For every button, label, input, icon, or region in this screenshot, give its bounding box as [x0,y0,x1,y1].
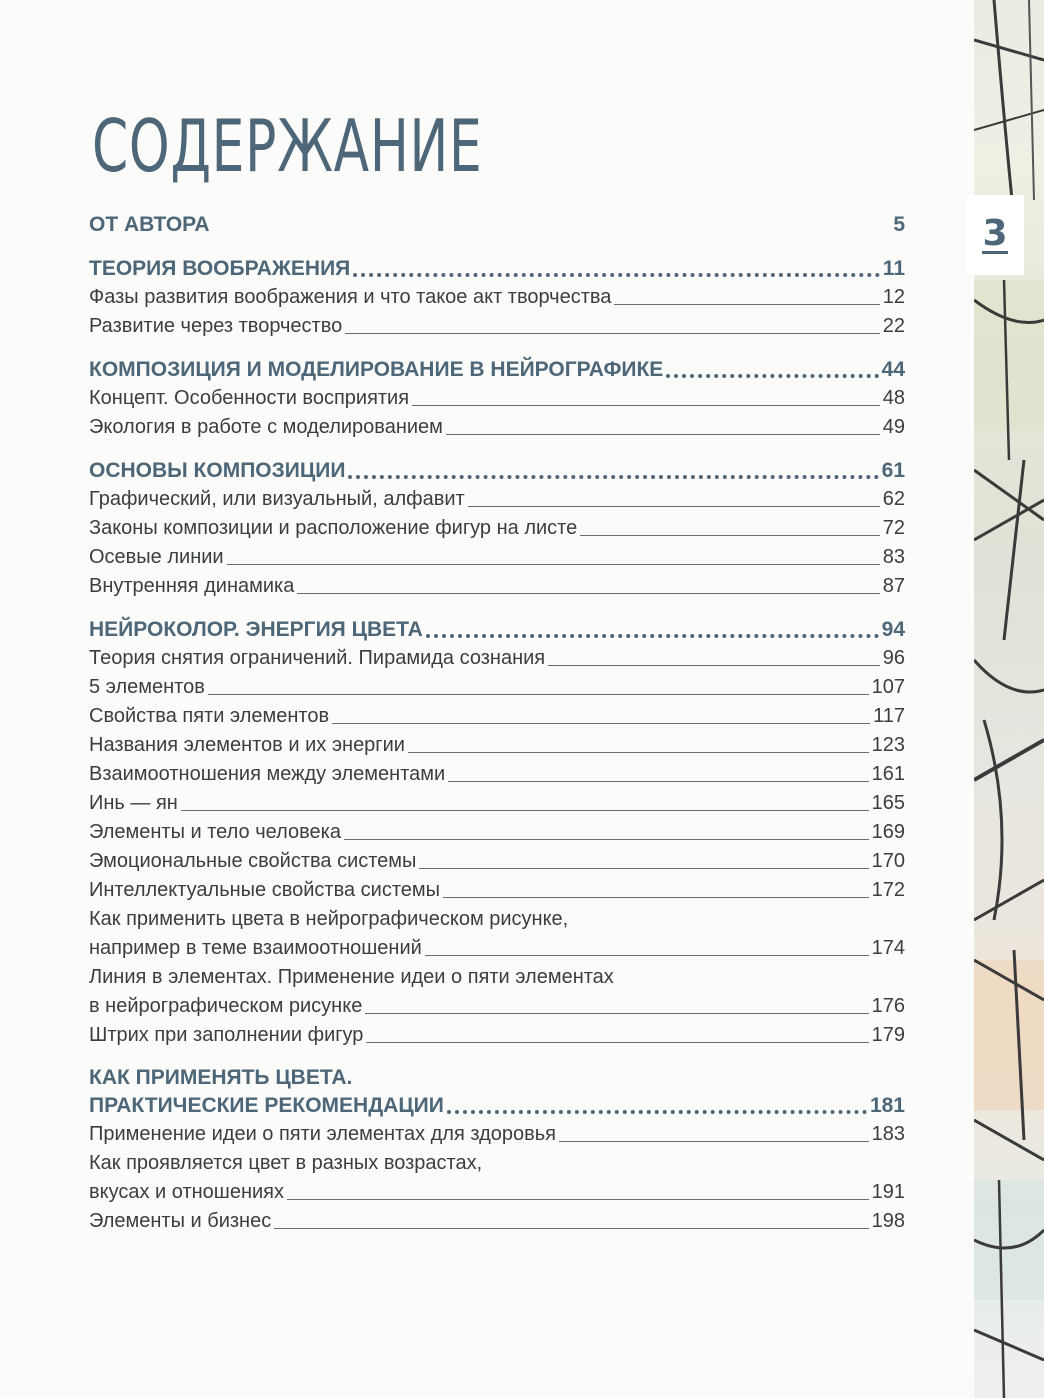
toc-page-number: 72 [882,517,905,539]
toc-item-title: Эмоциональные свойства системы [89,850,417,872]
toc-section-author [89,212,905,238]
page-title: СОДЕРЖАНИЕ [92,104,483,188]
toc-item-title: Элементы и бизнес [89,1210,272,1232]
dot-leader [446,434,880,435]
toc-item [89,543,905,572]
dot-leader [332,723,870,724]
toc-item-title: Фазы развития воображения и что такое акт творчества [89,286,612,308]
toc-item-title: в нейрографическом рисунке [89,995,363,1017]
toc-section-title: КОМПОЗИЦИЯ И МОДЕЛИРОВАНИЕ В НЕЙРОГРАФИКЕ [89,358,664,381]
toc-item [89,1021,905,1050]
toc-item-title: 5 элементов [89,676,205,698]
toc-item-title: Теория снятия ограничений. Пирамида сознания [89,647,546,669]
toc-page-number: 87 [882,575,905,597]
toc-page-number: 165 [871,792,905,814]
toc-page-number: 191 [871,1181,905,1203]
toc-page-number: 181 [869,1094,905,1117]
toc-item-title: например в теме взаимоотношений [89,937,422,959]
dot-leader [208,694,869,695]
dot-leader [580,535,880,536]
toc-item-title: Законы композиции и расположение фигур на листе [89,517,578,539]
toc-item [89,992,905,1021]
toc-page-number: 49 [882,416,905,438]
toc-page-number: 174 [871,937,905,959]
toc-page-number: 5 [893,213,905,236]
toc-item [89,702,905,731]
toc-item [89,485,905,514]
toc-item [89,283,905,312]
toc-section-title: ОСНОВЫ КОМПОЗИЦИИ [89,459,346,482]
toc-page-number: 107 [871,676,905,698]
dot-leader [345,333,880,334]
dot-leader [614,304,879,305]
toc-item [89,731,905,760]
toc-page-number: 169 [871,821,905,843]
toc-item [89,572,905,601]
dot-leader [666,374,878,378]
dot-leader [419,868,868,869]
toc-page-number: 123 [871,734,905,756]
toc-item [89,760,905,789]
toc-item [89,384,905,413]
toc-section-title: ОТ АВТОРА [89,213,210,236]
dot-leader [366,1042,868,1043]
dot-leader [353,273,880,277]
toc-section-title: НЕЙРОКОЛОР. ЭНЕРГИЯ ЦВЕТА [89,618,423,641]
dot-leader [287,1199,869,1200]
dot-leader [365,1013,868,1014]
toc-page-number: 62 [882,488,905,510]
toc-item-first-line: Как проявляется цвет в разных возрастах, [89,1152,483,1174]
dot-leader [468,506,880,507]
toc-item [89,413,905,442]
toc-item [89,1207,905,1236]
toc-page-number: 117 [873,705,905,727]
toc-item [89,847,905,876]
toc-page-number: 176 [871,995,905,1017]
toc-page-number: 96 [882,647,905,669]
toc-item-title: Инь — ян [89,792,178,814]
toc-section-composition-modeling [89,355,905,384]
toc-section-practical [89,1091,905,1120]
toc-page-number: 48 [882,387,905,409]
toc-item [89,789,905,818]
dot-leader [181,810,869,811]
toc-section-neurocolor [89,615,905,644]
toc-page-number: 61 [881,459,905,482]
toc-page-number: 179 [871,1024,905,1046]
toc-item-first-line: Линия в элементах. Применение идеи о пяти элементах [89,966,614,988]
toc-section-composition-basics [89,456,905,485]
toc-item [89,876,905,905]
toc-item [89,514,905,543]
toc-item-title: Элементы и тело человека [89,821,341,843]
dot-leader [443,897,869,898]
toc-page-number: 172 [871,879,905,901]
dot-leader [448,781,868,782]
table-of-contents [89,212,905,1236]
toc-item-title: Интеллектуальные свойства системы [89,879,441,901]
toc-section-title-first-line: КАК ПРИМЕНЯТЬ ЦВЕТА. [89,1066,353,1089]
toc-item-title: Применение идеи о пяти элементах для здоровья [89,1123,556,1145]
toc-page-number: 44 [881,358,905,381]
toc-page-number: 170 [871,850,905,872]
dot-leader [344,839,869,840]
toc-page-number: 161 [871,763,905,785]
toc-page-number: 22 [882,315,905,337]
dot-leader [297,593,879,594]
toc-item-title: Внутренняя динамика [89,575,295,597]
toc-item-title: Штрих при заполнении фигур [89,1024,364,1046]
toc-item [89,673,905,702]
page-number: 3 [982,212,1008,254]
dot-leader [548,665,880,666]
toc-page-number: 198 [871,1210,905,1232]
toc-item-title: Свойства пяти элементов [89,705,330,727]
toc-item-title: Развитие через творчество [89,315,343,337]
toc-section-imagination [89,254,905,283]
toc-section-title: ТЕОРИЯ ВООБРАЖЕНИЯ [89,257,351,280]
toc-page-number: 11 [882,257,905,280]
dot-leader [559,1141,869,1142]
toc-page-number: 12 [882,286,905,308]
dot-leader [412,405,880,406]
toc-item-first-line: Как применить цвета в нейрографическом рисунке, [89,908,569,930]
toc-item-title: Экология в работе с моделированием [89,416,443,438]
toc-item [89,1178,905,1207]
toc-item [89,312,905,341]
dot-leader [447,1110,867,1114]
toc-page-number: 94 [881,618,905,641]
page-number-tab [966,195,1024,275]
dot-leader [408,752,869,753]
toc-item-title: Осевые линии [89,546,224,568]
toc-item-title: Взаимоотношения между элементами [89,763,446,785]
dot-leader [426,634,879,638]
toc-item [89,818,905,847]
toc-page-number: 83 [882,546,905,568]
toc-item [89,644,905,673]
toc-section-title: ПРАКТИЧЕСКИЕ РЕКОМЕНДАЦИИ [89,1094,444,1117]
toc-item [89,1120,905,1149]
dot-leader [425,955,869,956]
dot-leader [274,1228,868,1229]
toc-item-title: Названия элементов и их энергии [89,734,405,756]
dot-leader [348,475,878,479]
toc-item-title: Графический, или визуальный, алфавит [89,488,465,510]
toc-page-number: 183 [871,1123,905,1145]
toc-item [89,934,905,963]
toc-item-title: вкусах и отношениях [89,1181,285,1203]
toc-item-title: Концепт. Особенности восприятия [89,387,410,409]
dot-leader [227,564,880,565]
